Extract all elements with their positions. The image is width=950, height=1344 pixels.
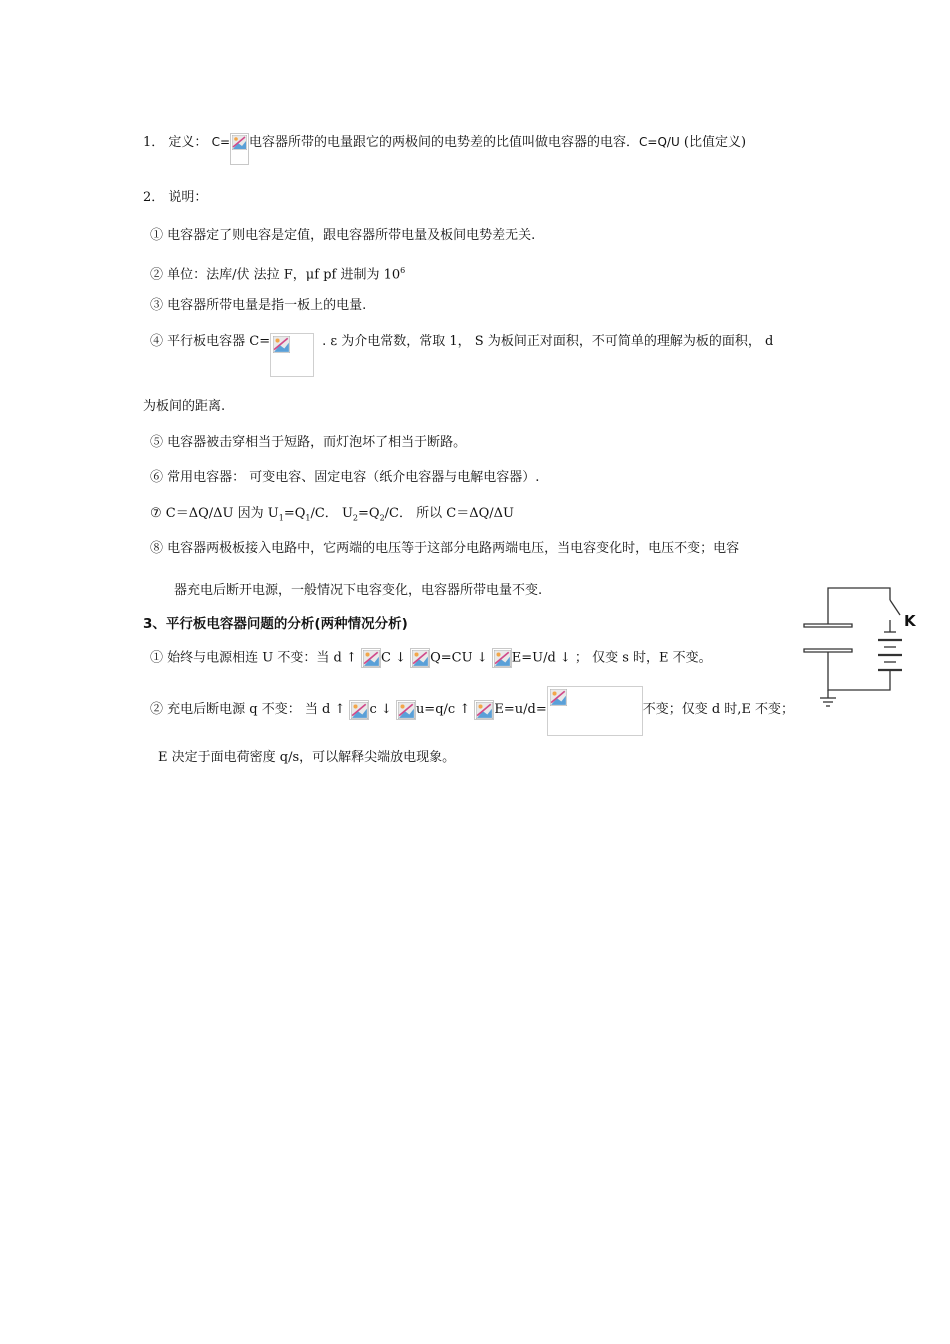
note-3: ③ 电容器所带电量是指一板上的电量.: [150, 298, 367, 313]
definition-c-eq: C=: [211, 135, 231, 149]
definition-label: 定义：: [168, 135, 208, 150]
note-7-e: /C． 所以 C＝ΔQ/ΔU: [384, 506, 514, 521]
broken-image-icon: [270, 333, 314, 377]
case-2-a: ② 充电后断电源 q 不变： 当 d ↑: [150, 702, 346, 717]
explain-number: 2．: [143, 190, 165, 205]
case-2-b: c ↓: [369, 702, 392, 717]
switch-label: K: [904, 612, 916, 630]
note-7: [150, 505, 514, 528]
definition-number: 1．: [143, 135, 165, 150]
note-7-d: =Q: [358, 506, 380, 521]
broken-image-icon: [547, 686, 643, 736]
note-7-c: /C． U: [310, 506, 353, 521]
section-3-heading: 3、平行板电容器问题的分析(两种情况分析): [143, 616, 408, 632]
explain-heading: [143, 189, 207, 207]
broken-image-icon: [361, 648, 381, 668]
case-2-c: u=q/c ↑: [415, 702, 471, 717]
unit-exponent: 6: [400, 266, 406, 275]
note-5: ⑤ 电容器被击穿相当于短路，而灯泡坏了相当于断路。: [150, 435, 467, 450]
broken-image-icon: [396, 700, 416, 720]
definition-formula: C=Q/U: [639, 135, 680, 149]
broken-image-icon: [410, 648, 430, 668]
case-1-d: E=U/d ↓ ； 仅变 s 时，E 不变。: [511, 650, 712, 666]
broken-image-icon: [492, 648, 512, 668]
case-2-e: 不变；仅变 d 时,E 不变；: [642, 702, 795, 717]
case-1-b: C ↓: [380, 650, 406, 666]
capacitor-circuit-diagram: [800, 582, 930, 712]
definition-note: (比值定义): [683, 135, 747, 150]
note-4-cont: 为板间的距离.: [143, 399, 226, 414]
note-2-text: ② 单位：法库/伏 法拉 F，μf pf 进制为 10: [150, 267, 401, 283]
case-2-d: E=u/d=: [494, 702, 547, 717]
note-8-cont: 器充电后断开电源，一般情况下电容变化，电容器所带电量不变.: [174, 583, 543, 598]
note-8: ⑧ 电容器两极板接入电路中，它两端的电压等于这部分电路两端电压，当电容变化时，电压不变；电容: [150, 541, 740, 556]
broken-image-icon: [474, 700, 494, 720]
note-6: ⑥ 常用电容器： 可变电容、固定电容（纸介电容器与电解电容器）.: [150, 470, 540, 485]
note-7-sub3: 2: [352, 513, 358, 523]
note-7-sub4: 2: [379, 513, 385, 523]
broken-image-icon: [230, 133, 249, 165]
note-7-b: =Q: [283, 506, 306, 521]
note-4-lead: ④ 平行板电容器 C=: [150, 334, 271, 349]
note-4-tail: . ε 为介电常数，常取 1， S 为板间正对面积，不可简单的理解为板的面积， d: [322, 334, 774, 349]
definition-text: 电容器所带的电量跟它的两极间的电势差的比值叫做电容器的电容．: [249, 135, 640, 150]
case-2-conclusion: E 决定于面电荷密度 q/s，可以解释尖端放电现象。: [158, 750, 456, 765]
note-4: [150, 333, 773, 377]
case-1-a: ① 始终与电源相连 U 不变：当 d ↑: [150, 650, 357, 666]
broken-image-icon: [349, 700, 369, 720]
note-7-sub1: 1: [278, 513, 284, 523]
case-1-c: Q=CU ↓: [430, 650, 488, 666]
note-1: ① 电容器定了则电容是定值，跟电容器所带电量及板间电势差无关.: [150, 228, 536, 243]
definition-line: [143, 133, 746, 165]
note-7-a: ⑦ C＝ΔQ/ΔU 因为 U: [150, 506, 279, 521]
case-1: [150, 648, 712, 668]
note-7-sub2: 1: [305, 513, 311, 523]
explain-label: 说明：: [168, 190, 208, 205]
case-2: [150, 686, 794, 736]
note-2: [150, 262, 405, 284]
